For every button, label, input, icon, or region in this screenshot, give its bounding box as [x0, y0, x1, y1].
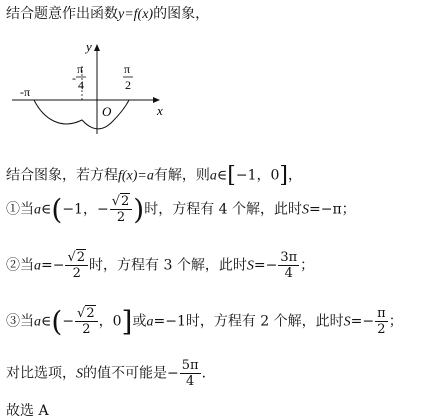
intro-tail: 的图象，: [153, 6, 210, 22]
conclusion-a: 对比选项，: [6, 365, 76, 382]
function-graph: [0, 36, 180, 136]
case3-mark: ③当: [6, 313, 34, 330]
case2-mark: ②当: [6, 257, 34, 274]
case-3: [6, 305, 403, 338]
case2-eq2: =−: [253, 257, 278, 274]
case1-left: −1，−: [62, 201, 109, 218]
conclusion-b: 的值不可能是−: [83, 365, 179, 382]
neg-pi4-den: 4: [78, 78, 84, 92]
origin-label: O: [102, 104, 112, 119]
case1-frac: $\frac{√2}{2}$: [110, 194, 133, 225]
conclusion: [6, 358, 206, 389]
case3-frac: $\frac{√2}{2}$: [75, 306, 98, 337]
case3-eq: =−1时，方程有 2 个解，此时: [153, 313, 344, 330]
paren-left: (: [51, 193, 63, 226]
answer-text: 故选 A: [6, 403, 49, 419]
answer: [6, 400, 49, 420]
paren-right: ): [133, 193, 145, 226]
function-curve: [34, 100, 129, 129]
case-1: [6, 193, 356, 226]
case3-eq2: =−: [350, 313, 375, 330]
equation: f(x)=a: [118, 168, 154, 184]
bracket-right-3: ]: [121, 305, 133, 338]
var-a: a: [209, 168, 217, 184]
function-label: y=f(x): [118, 7, 154, 22]
interval: −1，0: [235, 167, 280, 184]
case3-in: ∈: [41, 313, 52, 330]
neg-pi4-sign: -: [72, 71, 76, 85]
bracket-left: [: [227, 163, 236, 188]
neg-pi4-num: π: [77, 62, 84, 76]
conclusion-S: S: [76, 366, 83, 382]
condition-mid: 有解，则: [153, 167, 210, 184]
case3-or: 或: [132, 313, 147, 330]
case2-frac: $\frac{√2}{2}$: [65, 250, 88, 281]
case3-right: ，0: [98, 313, 122, 330]
x-axis-label: x: [157, 103, 163, 118]
case3-end: ；: [388, 313, 403, 330]
case2-var: a: [34, 258, 41, 274]
case1-in: ∈: [41, 201, 52, 218]
conclusion-frac: $\frac{5\pi}{4}$: [181, 358, 199, 389]
case3-var: a: [34, 314, 41, 330]
case-2: [6, 250, 314, 281]
case3-neg: −: [62, 313, 75, 330]
condition-end: ，: [287, 167, 302, 184]
case1-tail: 时，方程有 4 个解，此时: [144, 201, 303, 218]
paren-left-3: (: [51, 305, 63, 338]
case2-tail: 时，方程有 3 个解，此时: [89, 257, 247, 274]
y-axis-label: y: [86, 39, 92, 54]
conclusion-end: .: [201, 365, 207, 382]
case2-S-frac: $\frac{3\pi}{4}$: [280, 250, 298, 281]
case1-mark: ①当: [6, 201, 34, 218]
case1-var: a: [34, 202, 41, 218]
neg-pi-label: -π: [20, 85, 31, 99]
intro-text: 结合题意作出函数: [6, 6, 118, 22]
case3-S: S: [343, 314, 351, 330]
pi2-num: π: [124, 62, 131, 76]
case1-eq: =−π；: [309, 201, 356, 218]
bracket-right: ]: [279, 163, 288, 188]
case1-S: S: [302, 202, 310, 218]
condition-text: 结合图象，若方程: [6, 167, 118, 184]
case2-end: ；: [300, 257, 315, 274]
case3-S-frac: $\frac{\pi}{2}$: [377, 306, 386, 337]
pi2-den: 2: [125, 78, 131, 92]
case3-var2: a: [146, 314, 154, 330]
intro-line: [6, 3, 209, 23]
condition-line: [6, 163, 302, 188]
y-axis-arrow: [94, 44, 100, 51]
case2-S: S: [246, 258, 254, 274]
in-symbol: ∈: [216, 167, 228, 184]
case2-eq: =−: [41, 257, 65, 274]
